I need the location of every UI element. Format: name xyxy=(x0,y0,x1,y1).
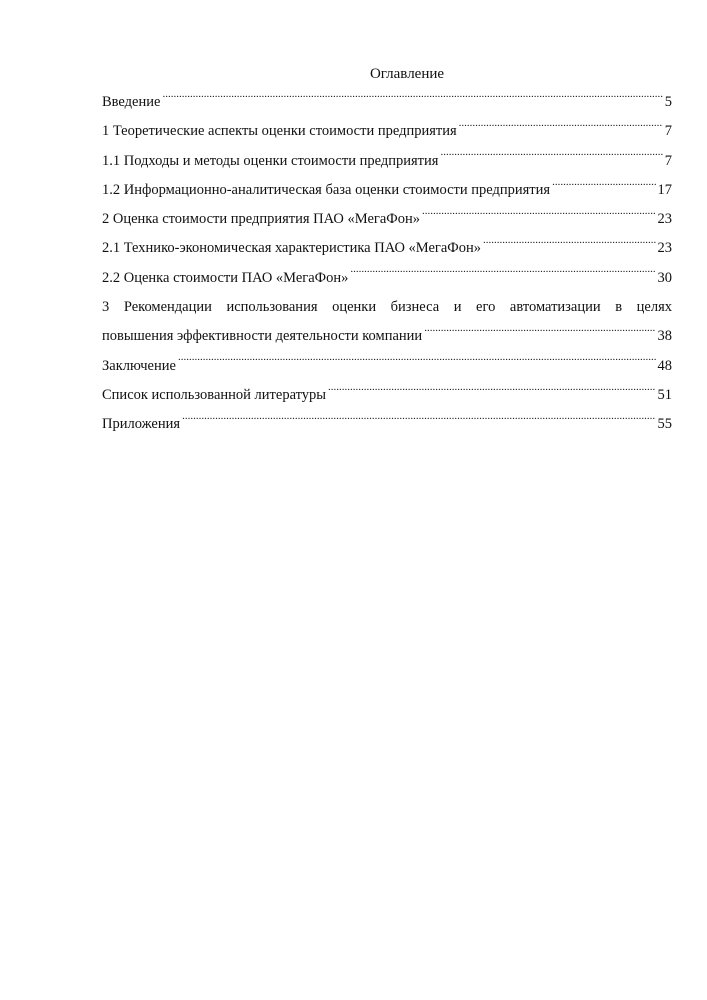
table-of-contents xyxy=(102,64,672,440)
toc-entry-label: Приложения xyxy=(102,416,181,433)
dot-leader xyxy=(459,121,663,135)
toc-entry-label: 2 Оценка стоимости предприятия ПАО «МегаФон» xyxy=(102,211,420,228)
toc-entry xyxy=(102,264,672,293)
toc-title: Оглавление xyxy=(369,66,445,82)
toc-entry-label-line2: повышения эффективности деятельности компании xyxy=(102,328,423,345)
dot-leader xyxy=(328,385,655,399)
toc-list xyxy=(102,88,672,440)
toc-entry-page: 7 xyxy=(664,152,672,169)
dot-leader xyxy=(178,356,656,370)
toc-entry-page: 23 xyxy=(657,211,672,228)
dot-leader xyxy=(182,414,655,428)
dot-leader xyxy=(350,268,655,282)
toc-entry-page: 30 xyxy=(657,269,672,286)
dot-leader xyxy=(483,238,655,252)
toc-entry-page: 55 xyxy=(657,416,672,433)
toc-entry-label: 1.2 Информационно-аналитическая база оценки стоимости предприятия xyxy=(102,181,551,198)
toc-entry-label: Заключение xyxy=(102,357,176,374)
toc-entry xyxy=(102,234,672,263)
toc-entry-label: 2.1 Технико-экономическая характеристика ПАО «МегаФон» xyxy=(102,240,482,257)
toc-entry xyxy=(102,176,672,205)
toc-entry xyxy=(102,117,672,146)
toc-entry-label-line1: 3 Рекомендации использования оценки бизнеса и его автоматизации в целях xyxy=(102,299,672,316)
toc-entry-label: Список использованной литературы xyxy=(102,386,327,403)
toc-entry xyxy=(102,147,672,176)
toc-entry-page: 17 xyxy=(657,181,672,198)
dot-leader xyxy=(440,151,662,165)
dot-leader xyxy=(162,92,662,106)
toc-entry xyxy=(102,88,672,117)
toc-entry xyxy=(102,410,672,439)
toc-entry-label: 2.2 Оценка стоимости ПАО «МегаФон» xyxy=(102,269,349,286)
dot-leader xyxy=(422,209,656,223)
toc-entry xyxy=(102,205,672,234)
toc-entry xyxy=(102,381,672,410)
toc-entry xyxy=(102,322,672,351)
toc-entry-line1 xyxy=(102,293,672,322)
toc-entry xyxy=(102,352,672,381)
toc-entry-page: 51 xyxy=(657,386,672,403)
dot-leader xyxy=(552,180,655,194)
toc-entry-page: 7 xyxy=(664,123,672,140)
toc-entry-page: 5 xyxy=(664,94,672,110)
toc-entry-label: 1 Теоретические аспекты оценки стоимости предприятия xyxy=(102,123,457,140)
dot-leader xyxy=(424,326,655,340)
toc-entry-page: 38 xyxy=(657,328,672,345)
toc-entry-page: 48 xyxy=(657,357,672,374)
toc-entry-label: 1.1 Подходы и методы оценки стоимости предприятия xyxy=(102,152,439,169)
toc-entry-label: Введение xyxy=(102,94,161,110)
toc-entry-page: 23 xyxy=(657,240,672,257)
